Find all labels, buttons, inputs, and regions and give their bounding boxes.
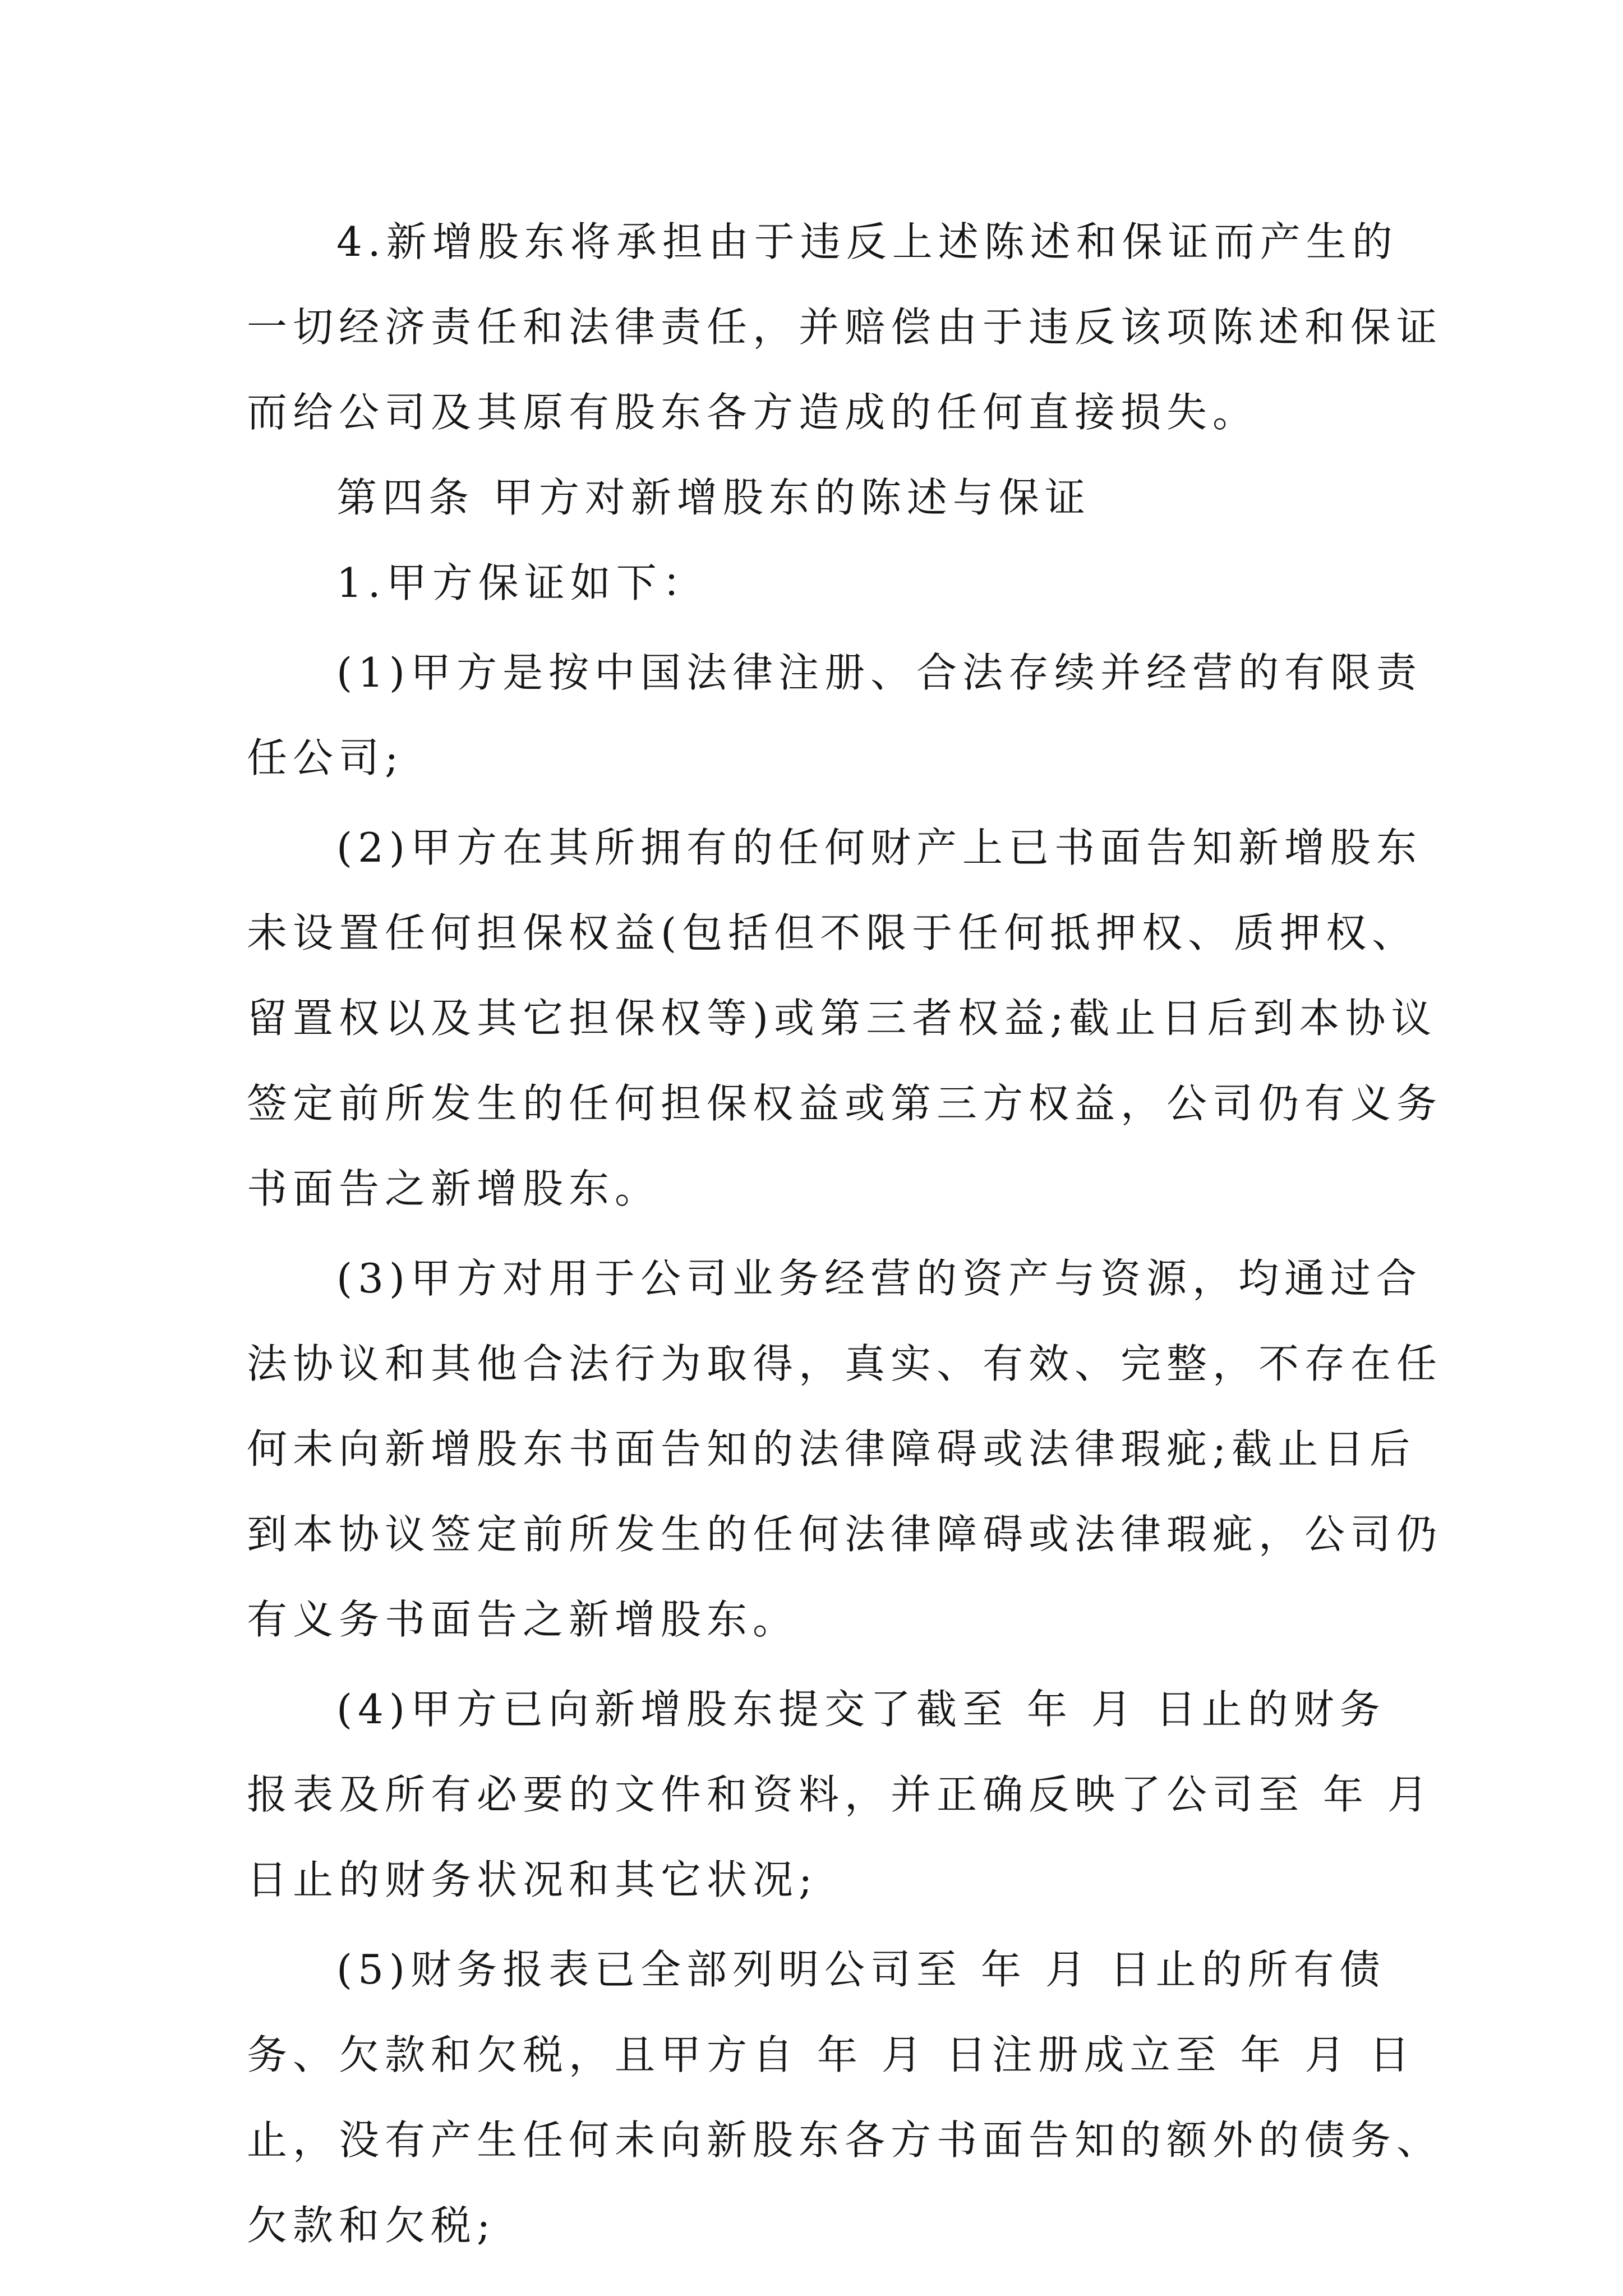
text-line-7: 任公司;	[247, 734, 404, 781]
document-body	[247, 199, 1443, 2268]
text-line-21: (5)财务报表已全部列明公司至 年 月 日止的所有债	[336, 1946, 1386, 1993]
text-line-23: 止，没有产生任何未向新股东各方书面告知的额外的债务、	[247, 2116, 1443, 2164]
text-line-17: 有义务书面告之新增股东。	[247, 1596, 799, 1643]
text-line-3: 而给公司及其原有股东各方造成的任何直接损失。	[247, 389, 1259, 436]
text-line-20: 日止的财务状况和其它状况;	[247, 1856, 818, 1903]
text-line-12: 书面告之新增股东。	[247, 1165, 661, 1212]
text-line-22: 务、欠款和欠税，且甲方自 年 月 日注册成立至 年 月 日	[247, 2031, 1415, 2078]
text-line-13: (3)甲方对用于公司业务经营的资产与资源，均通过合	[336, 1255, 1422, 1302]
text-line-16: 到本协议签定前所发生的任何法律障碍或法律瑕疵，公司仍	[247, 1511, 1443, 1558]
clause-heading: 1.甲方保证如下：	[336, 559, 708, 606]
text-line-19: 报表及所有必要的文件和资料，并正确反映了公司至 年 月	[247, 1771, 1433, 1818]
text-line-14: 法协议和其他合法行为取得，真实、有效、完整，不存在任	[247, 1340, 1443, 1387]
text-line-6: (1)甲方是按中国法律注册、合法存续并经营的有限责	[336, 649, 1422, 696]
text-line-8: (2)甲方在其所拥有的任何财产上已书面告知新增股东	[336, 824, 1422, 871]
text-line-9: 未设置任何担保权益(包括但不限于任何抵押权、质押权、	[247, 909, 1418, 956]
text-line-24: 欠款和欠税;	[247, 2202, 496, 2249]
text-line-15: 何未向新增股东书面告知的法律障碍或法律瑕疵;截止日后	[247, 1425, 1416, 1473]
text-line-1: 4.新增股东将承担由于违反上述陈述和保证而产生的	[336, 218, 1398, 265]
text-line-18: (4)甲方已向新增股东提交了截至 年 月 日止的财务	[336, 1686, 1386, 1733]
text-line-10: 留置权以及其它担保权等)或第三者权益;截止日后到本协议	[247, 995, 1437, 1042]
article-heading: 第四条 甲方对新增股东的陈述与保证	[336, 474, 1091, 521]
text-line-11: 签定前所发生的任何担保权益或第三方权益，公司仍有义务	[247, 1080, 1443, 1127]
text-line-2: 一切经济责任和法律责任，并赔偿由于违反该项陈述和保证	[247, 303, 1443, 351]
